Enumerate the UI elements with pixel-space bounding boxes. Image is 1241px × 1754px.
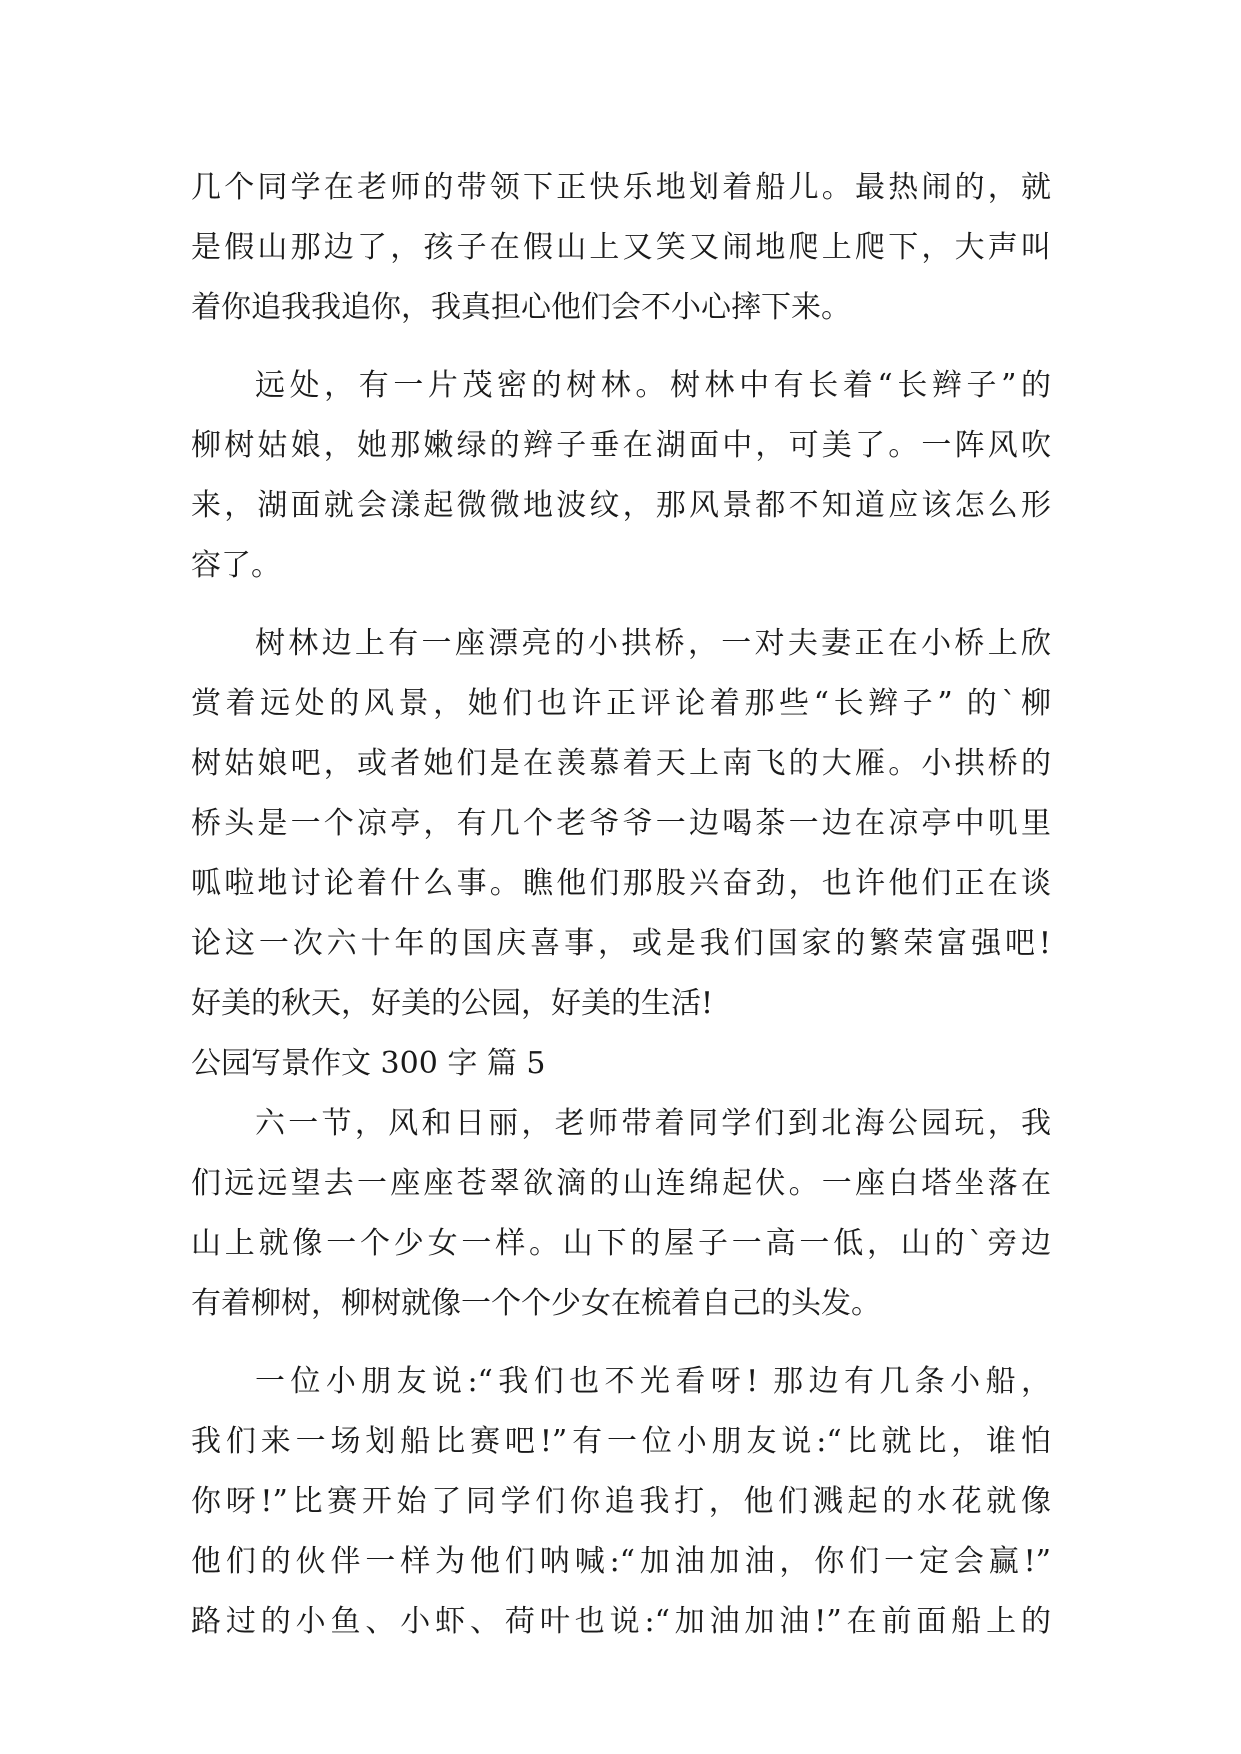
text-line: 路过的小鱼、小虾、荷叶也说:“加油加油!”在前面船上的 bbox=[191, 1604, 1051, 1639]
text-line: 们远远望去一座座苍翠欲滴的山连绵起伏。一座白塔坐落在 bbox=[191, 1166, 1051, 1201]
text-line: 他们的伙伴一样为他们呐喊:“加油加油，你们一定会赢!” bbox=[191, 1544, 1051, 1579]
text-line: 赏着远处的风景，她们也许正评论着那些“长辫子” 的`柳 bbox=[191, 686, 1051, 721]
document-body bbox=[191, 158, 1051, 1652]
text-line: 六一节，风和日丽，老师带着同学们到北海公园玩，我 bbox=[255, 1106, 1051, 1141]
text-line: 来，湖面就会漾起微微地波纹，那风景都不知道应该怎么形 bbox=[191, 488, 1051, 523]
text-line: 柳树姑娘，她那嫩绿的辫子垂在湖面中，可美了。一阵风吹 bbox=[191, 428, 1051, 463]
text-line: 是假山那边了，孩子在假山上又笑又闹地爬上爬下，大声叫 bbox=[191, 230, 1051, 265]
paragraph-2 bbox=[191, 356, 1051, 596]
text-line: 桥头是一个凉亭，有几个老爷爷一边喝茶一边在凉亭中叽里 bbox=[191, 806, 1051, 841]
text-line: 山上就像一个少女一样。山下的屋子一高一低，山的`旁边 bbox=[191, 1226, 1051, 1261]
paragraph-4 bbox=[191, 1094, 1051, 1334]
text-line: 好美的秋天，好美的公园，好美的生活! bbox=[191, 986, 714, 1021]
text-line: 我们来一场划船比赛吧!”有一位小朋友说:“比就比，谁怕 bbox=[191, 1424, 1051, 1459]
section-heading: 公园写景作文 300 字 篇 5 bbox=[191, 1046, 546, 1081]
text-line: 有着柳树，柳树就像一个个少女在梳着自己的头发。 bbox=[191, 1286, 881, 1321]
text-line: 你呀!”比赛开始了同学们你追我打，他们溅起的水花就像 bbox=[191, 1484, 1051, 1519]
text-line: 论这一次六十年的国庆喜事，或是我们国家的繁荣富强吧! bbox=[191, 926, 1051, 961]
text-line: 远处，有一片茂密的树林。树林中有长着“长辫子”的 bbox=[255, 368, 1051, 403]
text-line: 几个同学在老师的带领下正快乐地划着船儿。最热闹的，就 bbox=[191, 170, 1051, 205]
text-line: 着你追我我追你，我真担心他们会不小心摔下来。 bbox=[191, 290, 851, 325]
paragraph-1 bbox=[191, 158, 1051, 338]
text-line: 树姑娘吧，或者她们是在羡慕着天上南飞的大雁。小拱桥的 bbox=[191, 746, 1051, 781]
text-line: 呱啦地讨论着什么事。瞧他们那股兴奋劲，也许他们正在谈 bbox=[191, 866, 1051, 901]
text-line: 容了。 bbox=[191, 548, 281, 583]
text-line: 树林边上有一座漂亮的小拱桥，一对夫妻正在小桥上欣 bbox=[255, 626, 1051, 661]
text-line: 一位小朋友说:“我们也不光看呀! 那边有几条小船， bbox=[255, 1364, 1051, 1399]
paragraph-5 bbox=[191, 1352, 1051, 1652]
paragraph-3 bbox=[191, 614, 1051, 1034]
